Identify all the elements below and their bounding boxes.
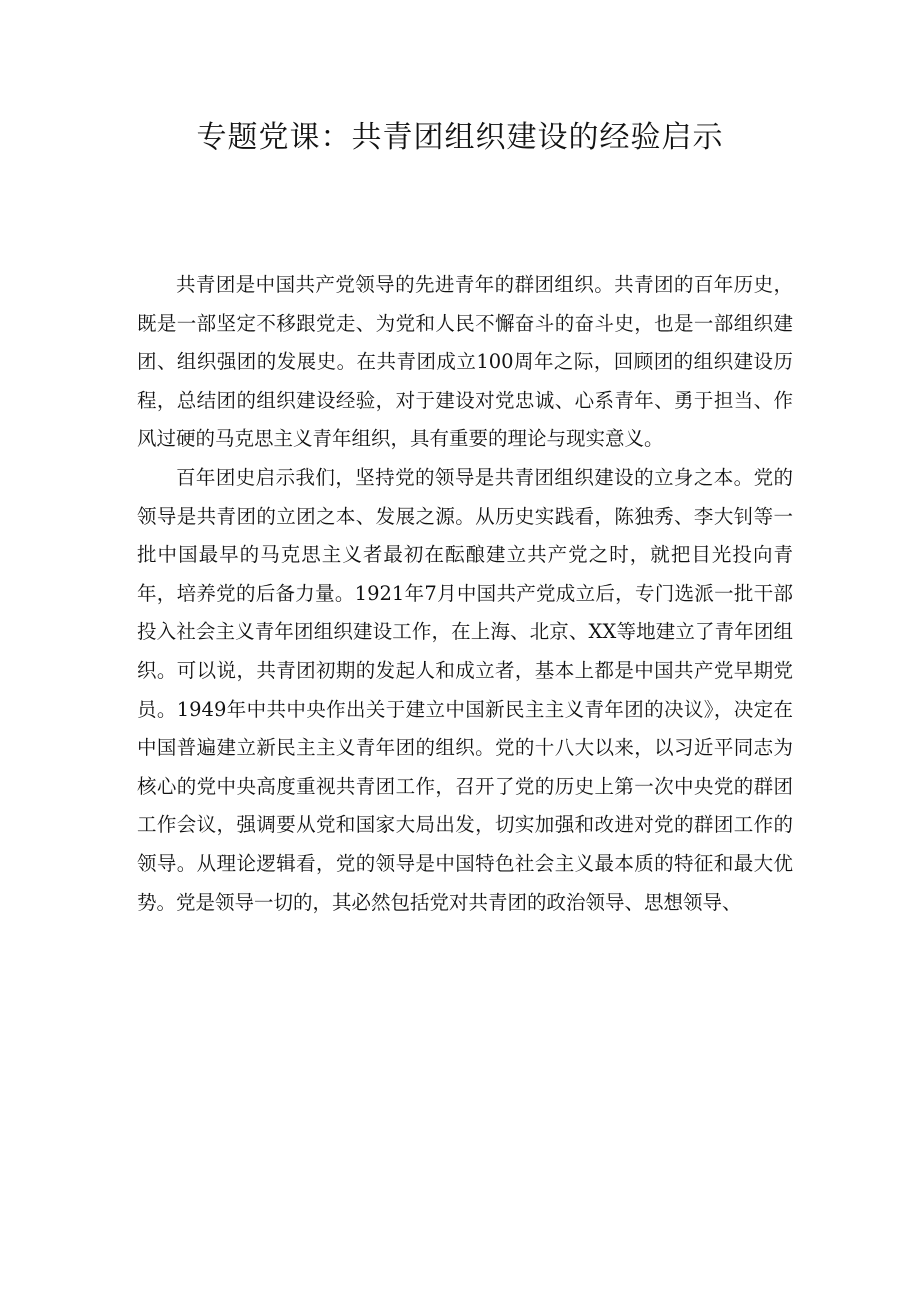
paragraph-1: 共青团是中国共产党领导的先进青年的群团组织。共青团的百年历史，既是一部坚定不移跟党走、为党和人民不懈奋斗的奋斗史，也是一部组织建团、组织强团的发展史。在共青团成立100周年之际，回顾团的组织建设历程，总结团的组织建设经验，对于建设对党忠诚、心系青年、勇于担当、作风过硬的马克思主义青年组织，具有重要的理论与现实意义。 [137, 273, 793, 451]
paragraph-2: 百年团史启示我们，坚持党的领导是共青团组织建设的立身之本。党的领导是共青团的立团之本、发展之源。从历史实践看，陈独秀、李大钊等一批中国最早的马克思主义者最初在酝酿建立共产党之时，就把目光投向青年，培养党的后备力量。1921年7月中国共产党成立后，专门选派一批干部投入社会主义青年团组织建设工作，在上海、北京、XX等地建立了青年团组织。可以说，共青团初期的发起人和成立者，基本上都是中国共产党早期党员。1949年中共中央作出关于建立中国新民主主义青年团的决议》，决定在中国普遍建立新民主主义青年团的组织。党的十八大以来，以习近平同志为核心的党中央高度重视共青团工作，召开了党的历史上第一次中央党的群团工作会议，强调要从党和国家大局出发，切实加强和改进对党的群团工作的领导。从理论逻辑看，党的领导是中国特色社会主义最本质的特征和最大优势。党是领导一切的，其必然包括党对共青团的政治领导、思想领导、 [137, 465, 793, 914]
document-title: 专题党课：共青团组织建设的经验启示 [196, 120, 724, 155]
document-body [137, 266, 793, 922]
